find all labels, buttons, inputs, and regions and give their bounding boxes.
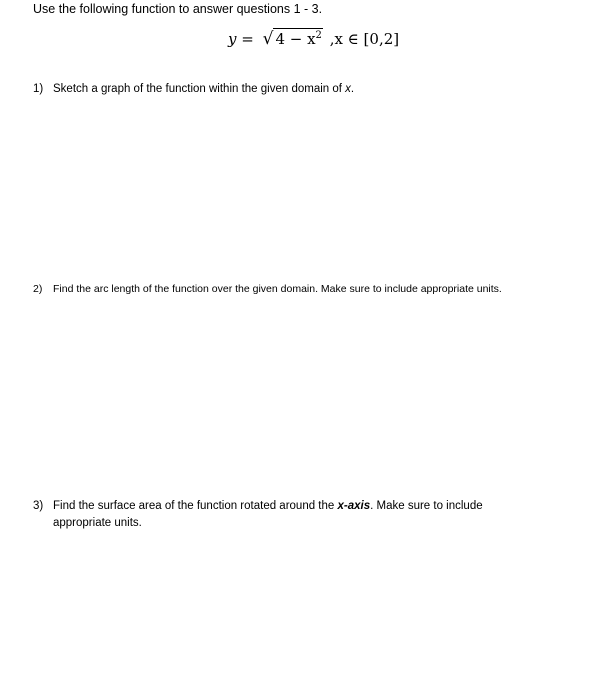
question-end: . — [350, 83, 355, 95]
intro-text: Use the following function to answer questions 1 - 3. — [33, 2, 323, 16]
radical-sign-icon: √ — [262, 29, 274, 49]
equation-domain: ,x ∈ [0,2] — [324, 30, 400, 48]
radicand — [273, 28, 322, 48]
question-variable: x — [345, 83, 351, 95]
question-number: 3) — [33, 500, 44, 512]
radicand-exponent: 2 — [315, 30, 322, 41]
question-line-2: appropriate units. — [53, 517, 142, 529]
equation-equals: = — [236, 30, 259, 48]
question-body: Sketch a graph of the function within the given domain of — [53, 83, 346, 95]
question-1 — [33, 81, 354, 98]
question-emphasis: x-axis — [337, 500, 371, 512]
question-number: 2) — [33, 283, 43, 295]
question-number: 1) — [33, 83, 44, 95]
radicand-base: 4 − x — [275, 30, 316, 48]
question-body-end: . Make sure to include — [370, 500, 483, 512]
function-equation — [228, 28, 399, 48]
question-2 — [33, 281, 502, 298]
question-text — [53, 498, 483, 532]
question-body: Find the surface area of the function rotated around the — [53, 500, 338, 512]
square-root — [263, 28, 323, 48]
question-3 — [33, 498, 483, 532]
question-text — [53, 81, 354, 98]
equation-lhs: y — [228, 30, 237, 48]
question-text: Find the arc length of the function over the given domain. Make sure to include appropriate units. — [53, 283, 502, 295]
